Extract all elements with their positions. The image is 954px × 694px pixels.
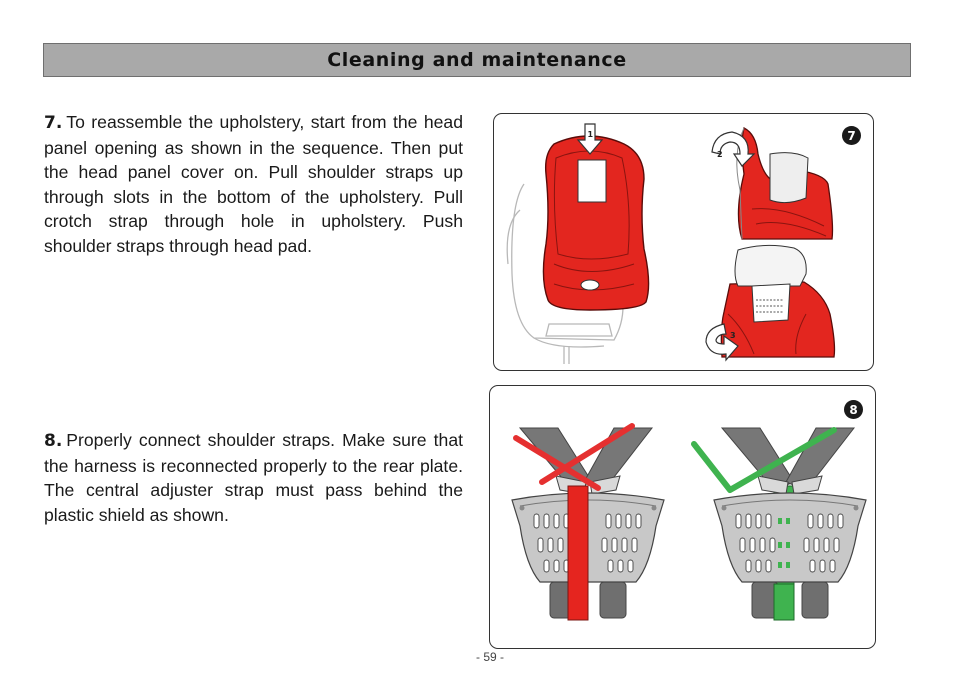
step-7-text: To reassemble the upholstery, start from the head panel opening as shown in the sequence. Then put the head panel cover on. Pull shoulder straps up through slots in the bottom of the upholstery. Pull crotch strap through hole in upholstery. Push shoulder straps through head pad. [44,112,463,256]
adjuster-strap-in-front [568,486,588,620]
figure-8-badge: 8 [844,400,863,419]
figure-8-illustration [490,386,876,649]
section-header [43,43,911,77]
sequence-label-3: 3 [730,331,736,340]
step-8-number: 8. [44,431,63,451]
figure-7-illustration [494,114,874,371]
figure-7-badge: 7 [842,126,861,145]
step-7-number: 7. [44,113,63,133]
page-number: - 59 - [475,650,504,664]
step-8-text: Properly connect shoulder straps. Make sure that the harness is reconnected properly to the rear plate. The central adjuster strap must pass behind the plastic shield as shown. [44,430,463,525]
figure-8-panel [489,385,876,649]
sequence-label-1: 1 [587,130,594,139]
section-title: Cleaning and maintenance [327,49,627,71]
step-7-paragraph [44,110,463,258]
figure-7-panel [493,113,874,371]
step-8-paragraph [44,428,463,527]
sequence-label-2: 2 [717,150,723,159]
